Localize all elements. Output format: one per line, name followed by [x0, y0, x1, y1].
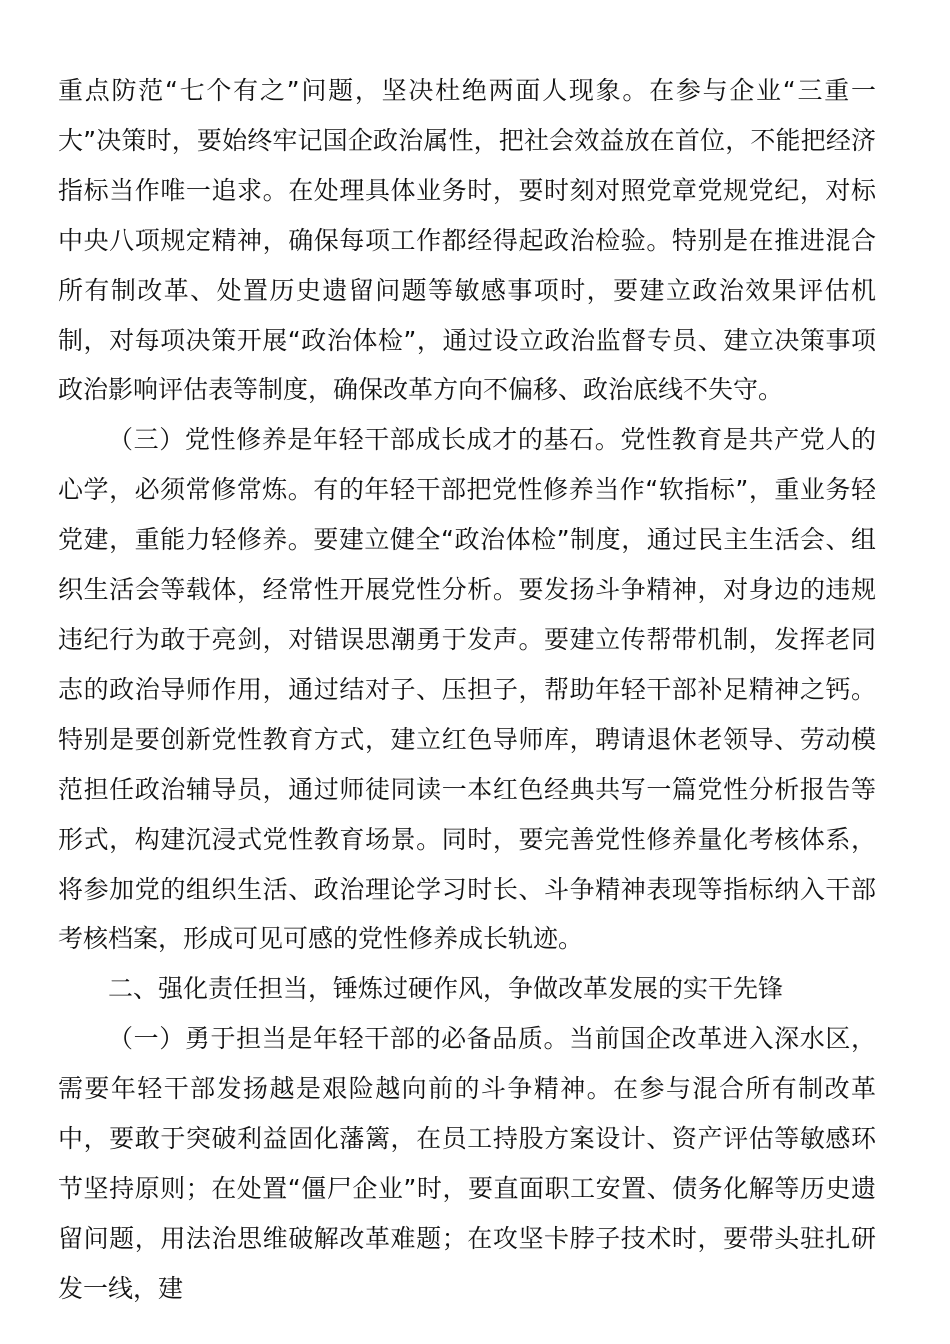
body-paragraph-continued: 重点防范“七个有之”问题，坚决杜绝两面人现象。在参与企业“三重一大”决策时，要始终牢记国企政治属性，把社会效益放在首位，不能把经济指标当作唯一追求。在处理具体业务时，要时刻对照党章党规党纪，对标中央八项规定精神，确保每项工作都经得起政治检验。特别是在推进混合所有制改革、处置历史遗留问题等敏感事项时，要建立政治效果评估机制，对每项决策开展“政治体检”，通过设立政治监督专员、建立决策事项政治影响评估表等制度，确保改革方向不偏移、政治底线不失守。 [58, 76, 876, 405]
section-heading: 二、强化责任担当，锤炼过硬作风，争做改革发展的实干先锋 [108, 974, 784, 1004]
body-paragraph-responsibility: （一）勇于担当是年轻干部的必备品质。当前国企改革进入深水区，需要年轻干部发扬越是艰险越向前的斗争精神。在参与混合所有制改革中，要敢于突破利益固化藩篱，在员工持股方案设计、资产评估等敏感环节坚持原则；在处置“僵尸企业”时，要直面职工安置、债务化解等历史遗留问题，用法治思维破解改革难题；在攻坚卡脖子技术时，要带头驻扎研发一线，建 [58, 1024, 876, 1303]
body-paragraph-party-cultivation: （三）党性修养是年轻干部成长成才的基石。党性教育是共产党人的心学，必须常修常炼。有的年轻干部把党性修养当作“软指标”，重业务轻党建，重能力轻修养。要建立健全“政治体检”制度，通过民主生活会、组织生活会等载体，经常性开展党性分析。要发扬斗争精神，对身边的违规违纪行为敢于亮剑，对错误思潮勇于发声。要建立传帮带机制，发挥老同志的政治导师作用，通过结对子、压担子，帮助年轻干部补足精神之钙。特别是要创新党性教育方式，建立红色导师库，聘请退休老领导、劳动模范担任政治辅导员，通过师徒同读一本红色经典共写一篇党性分析报告等形式，构建沉浸式党性教育场景。同时，要完善党性修养量化考核体系，将参加党的组织生活、政治理论学习时长、斗争精神表现等指标纳入干部考核档案，形成可见可感的党性修养成长轨迹。 [58, 425, 876, 954]
document-page [58, 66, 876, 1314]
